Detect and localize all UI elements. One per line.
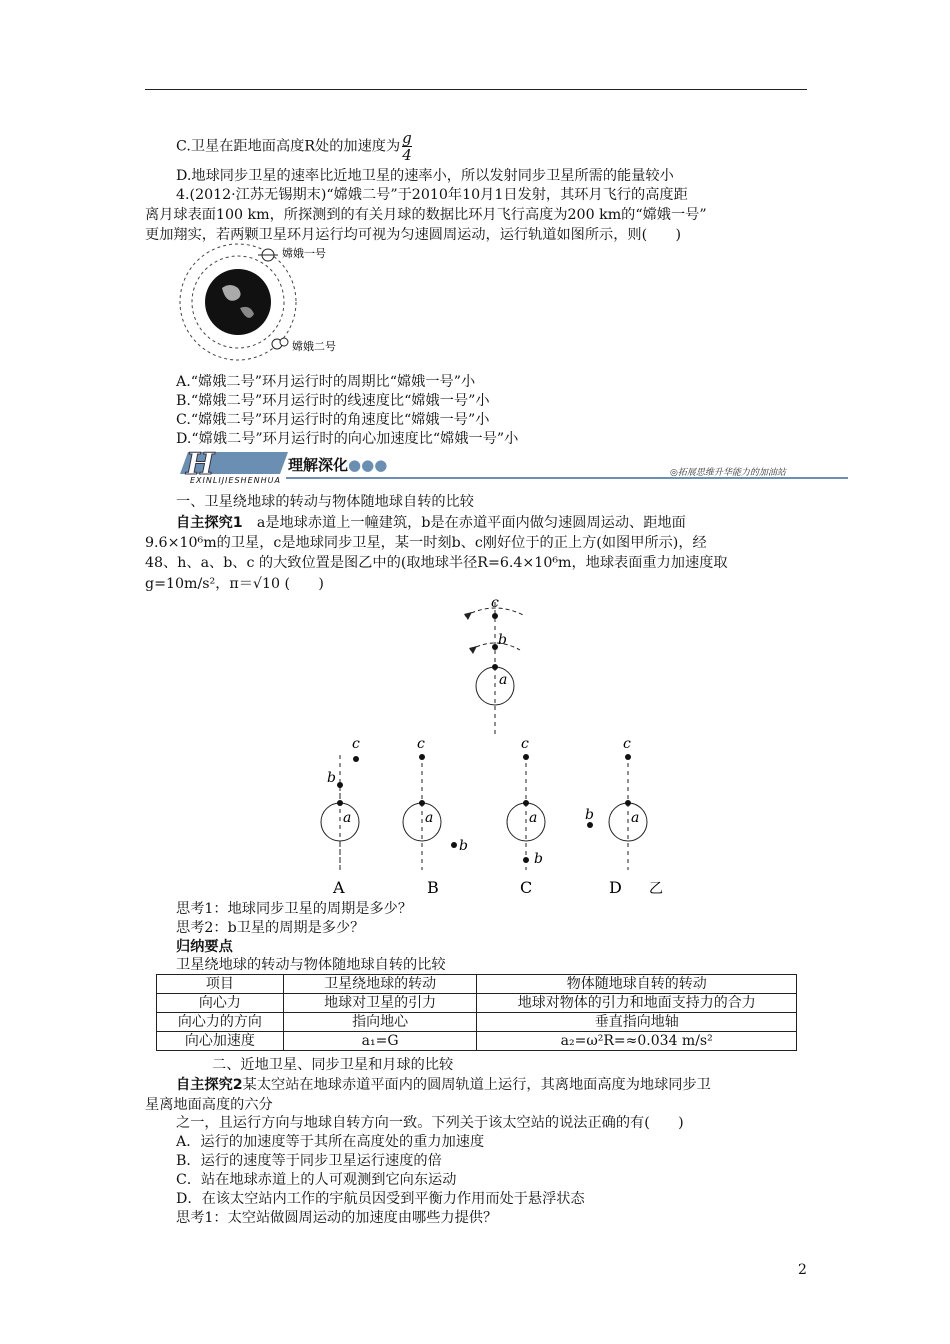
label-c: C (520, 878, 533, 897)
sec1-think2: 思考2：b卫星的周期是多少？ (176, 920, 365, 936)
table-row: 项目 卫星绕地球的转动 物体随地球自转的转动 (157, 975, 797, 994)
label-a: A (333, 878, 345, 897)
sec1-explore-line4: g=10m/s²，π＝√10 ( ) (145, 576, 324, 592)
table-row: 向心力的方向 指向地心 垂直指向地轴 (157, 1013, 797, 1032)
svg-text:a: a (343, 810, 352, 826)
sec2-option-b: B．运行的速度等于同步卫星运行速度的倍 (176, 1153, 442, 1169)
section-banner (178, 449, 848, 485)
banner-pinyin: EXINLIJIESHENHUA (190, 476, 281, 485)
sec2-explore-line3: 之一，且运行方向与地球自转方向一致。下列关于该太空站的说法正确的有( ) (176, 1115, 684, 1131)
point-a (492, 664, 498, 670)
figure-yi (300, 735, 680, 900)
q4-option-d: D.“嫦娥二号”环月运行时的向心加速度比“嫦娥一号”小 (176, 431, 519, 447)
satellite-change2-icon (272, 338, 288, 349)
option-c-diagram (507, 736, 545, 870)
table-row: 向心加速度 a₁=G a₂=ω²R=≈0.034 m/s² (157, 1032, 797, 1051)
label-change1: 嫦娥一号 (282, 247, 326, 260)
svg-text:b: b (459, 838, 468, 854)
label-yi: 乙 (649, 881, 663, 897)
sec1-explore-line1: 自主探究1 a是地球赤道上一幢建筑，b是在赤道平面内做匀速圆周运动、距地面 (176, 515, 686, 531)
q4-line1: 4.(2012·江苏无锡期末)“嫦娥二号”于2010年10月1日发射，其环月飞行的高度距 (176, 187, 688, 203)
fraction-g-over-4: $\frac{g}{4}$ (402, 129, 412, 164)
q4-option-b: B.“嫦娥二号”环月运行时的线速度比“嫦娥一号”小 (176, 393, 490, 409)
svg-text:c: c (521, 736, 529, 752)
figure-jia (440, 592, 560, 742)
q3-option-c: C.卫星在距地面高度R处的加速度为 $\frac{g}{4}$ (176, 129, 412, 164)
svg-text:c: c (352, 736, 360, 752)
svg-text:b: b (498, 632, 507, 648)
moon-orbit-figure (170, 238, 370, 368)
svg-text:a: a (499, 672, 508, 688)
sec2-option-d: D．在该太空站内工作的宇航员因受到平衡力作用而处于悬浮状态 (176, 1191, 585, 1207)
page-number: 2 (798, 1262, 807, 1278)
sec2-option-c: C．站在地球赤道上的人可观测到它向东运动 (176, 1172, 457, 1188)
sec1-think1: 思考1：地球同步卫星的周期是多少？ (176, 901, 413, 917)
comparison-table (156, 974, 797, 1051)
svg-text:a: a (631, 810, 640, 826)
svg-text:c: c (491, 595, 499, 611)
sec2-explore-line1: 自主探究2某太空站在地球赤道平面内的圆周轨道上运行，其离地面高度为地球同步卫 (176, 1077, 711, 1093)
header-rule (145, 89, 807, 90)
svg-text:b: b (585, 807, 594, 823)
q3-option-d: D.地球同步卫星的速率比近地卫星的速率小，所以发射同步卫星所需的能量较小 (176, 168, 674, 184)
svg-text:c: c (623, 736, 631, 752)
label-change2: 嫦娥二号 (292, 340, 336, 353)
point-c (492, 613, 498, 619)
banner-letter: H (186, 447, 215, 482)
svg-text:a: a (529, 810, 538, 826)
label-d: D (609, 878, 622, 897)
option-b-diagram (403, 736, 468, 870)
q4-option-a: A.“嫦娥二号”环月运行时的周期比“嫦娥一号”小 (176, 374, 476, 390)
sec1-explore-line2: 9.6×10⁶m的卫星，c是地球同步卫星，某一时刻b、c刚好位于的正上方(如图甲所示)，经 (145, 535, 707, 551)
label-b: B (427, 878, 439, 897)
sec1-heading: 一、卫星绕地球的转动与物体随地球自转的比较 (176, 494, 474, 510)
svg-text:b: b (534, 851, 543, 867)
sec2-explore-line2: 星离地面高度的六分 (145, 1097, 273, 1113)
option-a-diagram (321, 736, 360, 870)
q4-option-c: C.“嫦娥二号”环月运行时的角速度比“嫦娥一号”小 (176, 412, 490, 428)
option-d-diagram (585, 736, 647, 870)
sec1-explore-line3: 48、h、a、b、c 的大致位置是图乙中的(取地球半径R=6.4×10⁶m，地球表面重力加速度取 (145, 555, 728, 571)
sec2-think1: 思考1：太空站做圆周运动的加速度由哪些力提供？ (176, 1210, 498, 1226)
q4-line2: 离月球表面100 km，所探测到的有关月球的数据比环月飞行高度为200 km的“嫦娥一号” (145, 207, 707, 223)
table-row: 向心力 地球对卫星的引力 地球对物体的引力和地面支持力的合力 (157, 994, 797, 1013)
table-caption: 卫星绕地球的转动与物体随地球自转的比较 (176, 957, 446, 973)
sec2-option-a: A．运行的加速度等于其所在高度处的重力加速度 (176, 1134, 485, 1150)
banner-slogan: ◎拓展思维升华能力的加油站 (670, 468, 786, 478)
moon-globe (205, 269, 271, 335)
svg-text:c: c (417, 736, 425, 752)
banner-title: 理解深化●●● (288, 456, 388, 474)
svg-text:b: b (327, 770, 336, 786)
summary-label: 归纳要点 (176, 939, 233, 955)
sec2-heading: 二、近地卫星、同步卫星和月球的比较 (212, 1057, 454, 1073)
q4-line3: 更加翔实，若两颗卫星环月运行均可视为匀速圆周运动，运行轨道如图所示，则( ) (145, 227, 682, 243)
svg-text:a: a (425, 810, 434, 826)
satellite-change1-icon (258, 249, 278, 261)
